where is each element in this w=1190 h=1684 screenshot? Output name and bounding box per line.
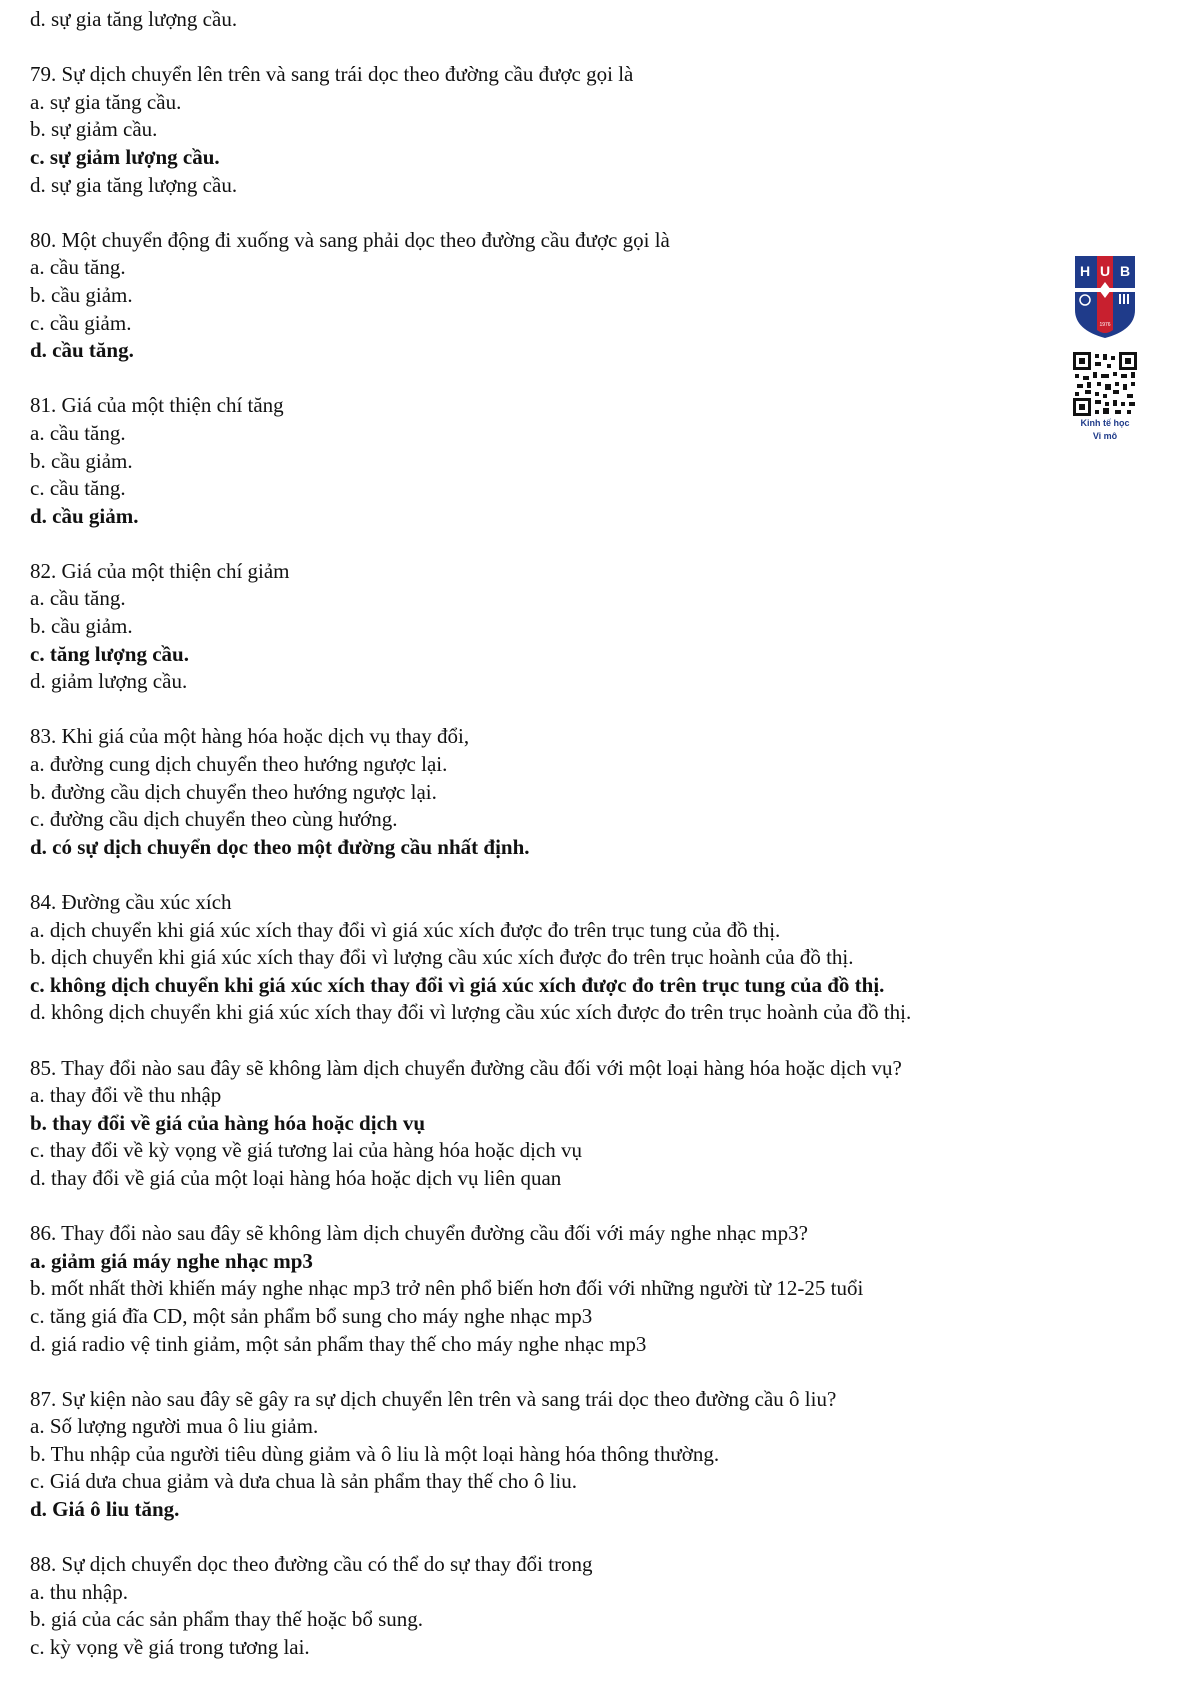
sidebar-caption-title: Kinh tế học xyxy=(1080,418,1130,428)
paragraph-gap xyxy=(30,1027,1040,1055)
text-line: c. đường cầu dịch chuyển theo cùng hướng. xyxy=(30,807,398,832)
text-line: b. sự giảm cầu. xyxy=(30,117,158,142)
text-line: 86. Thay đổi nào sau đây sẽ không làm dịch chuyển đường cầu đối với máy nghe nhạc mp3? xyxy=(30,1221,808,1246)
svg-text:1976: 1976 xyxy=(1099,322,1111,328)
text-line: 84. Đường cầu xúc xích xyxy=(30,890,232,914)
text-line: 87. Sự kiện nào sau đây sẽ gây ra sự dịch chuyển lên trên và sang trái dọc theo đường cầu ô liu? xyxy=(30,1386,837,1411)
answer-line-highlighted: c. tăng lượng cầu. xyxy=(30,641,189,666)
text-line: a. Số lượng người mua ô liu giảm. xyxy=(30,1414,319,1439)
text-line: 82. Giá của một thiện chí giảm xyxy=(30,558,290,583)
text-line: 79. Sự dịch chuyển lên trên và sang trái dọc theo đường cầu được gọi là xyxy=(30,62,634,87)
text-line: a. cầu tăng. xyxy=(30,255,126,280)
sidebar-caption-subtitle: Vi mô xyxy=(1092,431,1118,441)
answer-line-highlighted: b. thay đổi về giá của hàng hóa hoặc dịch vụ xyxy=(30,1110,426,1135)
paragraph-gap xyxy=(30,1193,1040,1221)
text-line: b. cầu giảm. xyxy=(30,282,133,307)
text-line: d. sự gia tăng lượng cầu. xyxy=(30,7,238,31)
document-body xyxy=(30,6,1040,1662)
svg-text:B: B xyxy=(1119,263,1131,279)
text-line: a. thay đổi về thu nhập xyxy=(30,1083,222,1108)
answer-line-highlighted: c. sự giảm lượng cầu. xyxy=(30,144,220,169)
text-line: b. cầu giảm. xyxy=(30,448,133,473)
text-line: c. Giá dưa chua giảm và dưa chua là sản phẩm thay thế cho ô liu. xyxy=(30,1469,577,1494)
text-line: c. tăng giá đĩa CD, một sản phẩm bổ sung cho máy nghe nhạc mp3 xyxy=(30,1303,593,1328)
svg-text:U: U xyxy=(1099,263,1111,279)
paragraph-gap xyxy=(30,199,1040,227)
text-line: b. giá của các sản phẩm thay thế hoặc bổ sung. xyxy=(30,1607,424,1632)
answer-line-highlighted: d. Giá ô liu tăng. xyxy=(30,1497,180,1522)
text-line: 81. Giá của một thiện chí tăng xyxy=(30,393,284,418)
text-line: 85. Thay đổi nào sau đây sẽ không làm dịch chuyển đường cầu đối với một loại hàng hóa hoặc dịch vụ? xyxy=(30,1055,902,1080)
text-line: b. mốt nhất thời khiến máy nghe nhạc mp3 trở nên phổ biến hơn đối với những người từ 12-25 tuổi xyxy=(30,1276,864,1301)
text-line: a. thu nhập. xyxy=(30,1579,128,1604)
answer-line-highlighted: a. giảm giá máy nghe nhạc mp3 xyxy=(30,1248,313,1273)
text-line: a. sự gia tăng cầu. xyxy=(30,89,182,114)
text-line: c. cầu giảm. xyxy=(30,310,132,335)
text-line: c. thay đổi về kỳ vọng về giá tương lai của hàng hóa hoặc dịch vụ xyxy=(30,1138,582,1163)
paragraph-gap xyxy=(30,1358,1040,1386)
paragraph-gap xyxy=(30,365,1040,393)
text-line: 83. Khi giá của một hàng hóa hoặc dịch vụ thay đổi, xyxy=(30,724,470,749)
text-line: b. dịch chuyển khi giá xúc xích thay đổi vì lượng cầu xúc xích được đo trên trục hoành của đồ thị. xyxy=(30,945,854,970)
text-line: d. thay đổi về giá của một loại hàng hóa hoặc dịch vụ liên quan xyxy=(30,1165,562,1190)
text-line: a. cầu tăng. xyxy=(30,420,126,445)
text-line: b. Thu nhập của người tiêu dùng giảm và ô liu là một loại hàng hóa thông thường. xyxy=(30,1441,720,1466)
paragraph-gap xyxy=(30,530,1040,558)
sidebar-branding xyxy=(1070,254,1140,442)
text-line: a. đường cung dịch chuyển theo hướng ngược lại. xyxy=(30,752,448,777)
hub-logo-icon xyxy=(1073,254,1137,340)
text-line: c. cầu tăng. xyxy=(30,476,126,501)
text-line: a. cầu tăng. xyxy=(30,586,126,611)
text-line: b. đường cầu dịch chuyển theo hướng ngược lại. xyxy=(30,779,437,804)
text-line: a. dịch chuyển khi giá xúc xích thay đổi vì giá xúc xích được đo trên trục tung của đồ thị. xyxy=(30,917,781,942)
answer-line-highlighted: d. cầu giảm. xyxy=(30,503,139,528)
qr-code-icon xyxy=(1073,352,1137,416)
paragraph-gap xyxy=(30,861,1040,889)
text-line: d. giảm lượng cầu. xyxy=(30,669,188,694)
text-line: d. sự gia tăng lượng cầu. xyxy=(30,172,238,197)
answer-line-highlighted: d. có sự dịch chuyển dọc theo một đường cầu nhất định. xyxy=(30,834,530,859)
paragraph-gap xyxy=(30,1524,1040,1552)
text-line: c. kỳ vọng về giá trong tương lai. xyxy=(30,1635,310,1660)
svg-text:H: H xyxy=(1079,263,1091,279)
text-line: d. không dịch chuyển khi giá xúc xích thay đổi vì lượng cầu xúc xích được đo trên trục hoành của đồ thị. xyxy=(30,1000,912,1025)
paragraph-gap xyxy=(30,696,1040,724)
answer-line-highlighted: d. cầu tăng. xyxy=(30,338,134,363)
answer-line-highlighted: c. không dịch chuyển khi giá xúc xích thay đổi vì giá xúc xích được đo trên trục tung của đồ thị. xyxy=(30,972,885,997)
text-line: b. cầu giảm. xyxy=(30,614,133,639)
text-line: d. giá radio vệ tinh giảm, một sản phẩm thay thế cho máy nghe nhạc mp3 xyxy=(30,1331,647,1356)
text-line: 80. Một chuyển động đi xuống và sang phải dọc theo đường cầu được gọi là xyxy=(30,227,670,252)
paragraph-gap xyxy=(30,34,1040,62)
text-line: 88. Sự dịch chuyển dọc theo đường cầu có thể do sự thay đổi trong xyxy=(30,1552,593,1577)
